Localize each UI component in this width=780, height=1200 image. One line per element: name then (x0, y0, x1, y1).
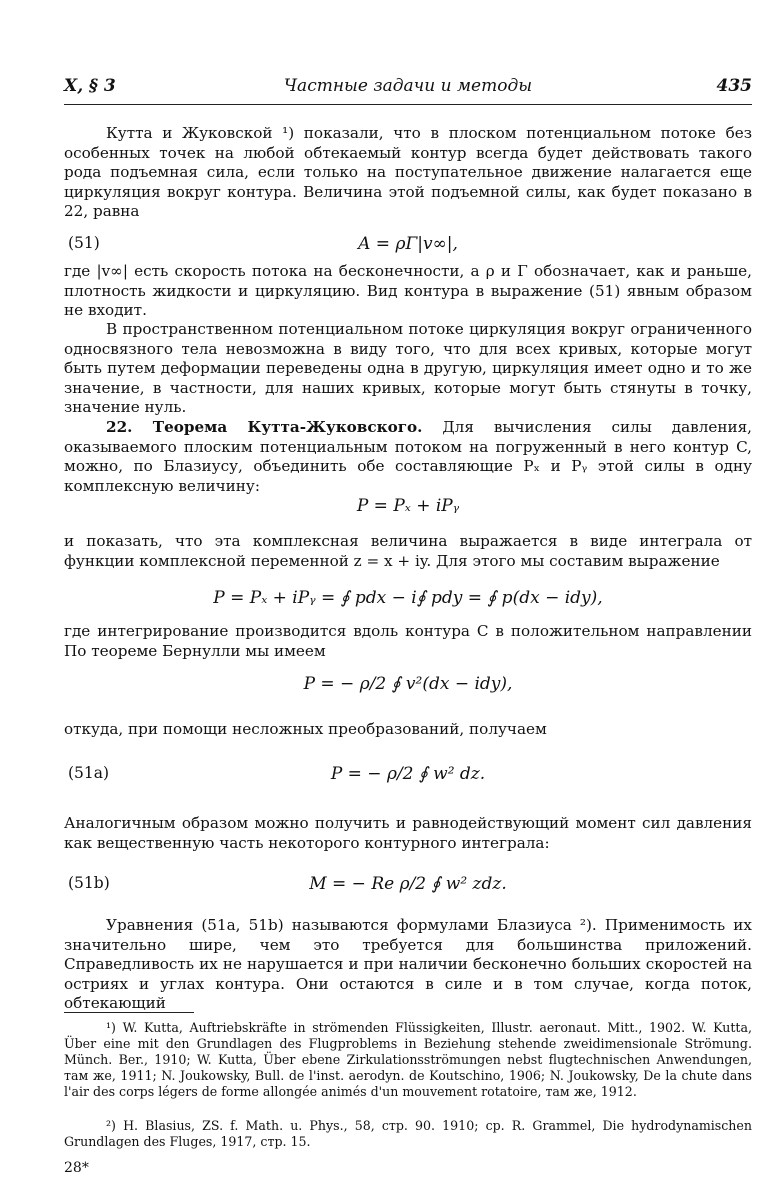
equation-number: (51a) (68, 764, 110, 782)
section-label: X, § 3 (64, 76, 116, 96)
paragraph-text: где |v∞| есть скорость потока на бесконечности, а ρ и Γ обозначает, как и раньше, плотность жидкости и циркуляцию. Вид контура в выражение (51) явным образом не входит. (64, 262, 752, 320)
page-number: 435 (716, 76, 752, 96)
equation: P = − ρ/2 ∮ v²(dx − idy), (303, 674, 513, 694)
equation: M = − Re ρ/2 ∮ w² zdz. (309, 874, 507, 894)
equation: P = Pₓ + iPᵧ = ∮ pdx − i∮ pdy = ∮ p(dx − idy), (213, 588, 603, 608)
paragraph-text: В пространственном потенциальном потоке циркуляция вокруг ограниченного односвязного тела невозможна в виду того, что для всех кривых, которые могут быть путем деформации переведены одна в другую, циркуляция имеет одно и то же значение, в частности, для наших кривых, которые могут быть стянуты в точку, значение нуль. (64, 320, 752, 417)
paragraph-6 (64, 622, 752, 661)
paragraph-7 (64, 720, 752, 740)
paragraph-text: Аналогичным образом можно получить и равнодействующий момент сил давления как вещественную часть некоторого контурного интеграла: (64, 814, 752, 852)
paragraph-text: откуда, при помощи несложных преобразований, получаем (64, 720, 547, 738)
footnote-1 (64, 1020, 752, 1100)
chapter-title: Частные задачи и методы (283, 76, 533, 96)
paragraph-text: Уравнения (51a, 51b) называются формулами Блазиуса ²). Применимость их значительно шире, чем это требуется для большинства приложений. Справедливость их не нарушается и при наличии бесконечно больших скоростей на остриях и углах контура. Они остаются в силе и в том случае, когда поток, обтекающий (64, 916, 752, 1013)
equation-number: (51) (68, 234, 100, 252)
header-rule (64, 104, 752, 105)
section-heading: 22. Теорема Кутта-Жуковского. (106, 418, 423, 436)
paragraph-text: Кутта и Жуковской ¹) показали, что в плоском потенциальном потоке без особенных точек на любой обтекаемый контур всегда будет действовать такого рода подъемная сила, если только на поступательное движение налагается еще циркуляция вокруг контура. Величина этой подъемной силы, как будет показано в 22, равна (64, 124, 752, 221)
paragraph-5 (64, 532, 752, 571)
paragraph-1 (64, 124, 752, 222)
equation: P = − ρ/2 ∮ w² dz. (330, 764, 486, 784)
footnote-text: ¹) W. Kutta, Auftriebskräfte in strömenden Flüssigkeiten, Illustr. aeronaut. Mitt., 1902. W. Kutta, Über eine mit den Grundlagen des Flugproblems in Beziehung stehende zweidimensionale Strömung. Münch. Ber., 1910; W. Kutta, Über ebene Zirkulationsströmungen nebst flugtechnischen Anwendungen, там же, 1911; N. Joukowsky, Bull. de l'inst. aerodyn. de Koutschino, 1906; N. Joukowsky, De la chute dans l'air des corps légers de forme allongée animés d'un mouvement rotatoire, там же, 1912. (64, 1020, 752, 1099)
equation: A = ρΓ|v∞|, (358, 234, 458, 254)
equation: P = Pₓ + iPᵧ (356, 496, 460, 516)
footnote-2 (64, 1118, 752, 1150)
paragraph-text: и показать, что эта комплексная величина выражается в виде интеграла от функции комплексной переменной z = x + iy. Для этого мы составим выражение (64, 532, 752, 570)
paragraph-3 (64, 320, 752, 418)
paragraph-text: Для вычисления силы давления, оказываемого плоским потенциальным потоком на погруженный в него контур C, можно, по Блазиусу, объединить обе составляющие Pₓ и Pᵧ этой силы в одну комплексную величину: (64, 418, 752, 495)
footnote-text: ²) H. Blasius, ZS. f. Math. u. Phys., 58, стр. 90. 1910; ср. R. Grammel, Die hydrodynamischen Grundlagen des Fluges, 1917, стр. 15. (64, 1118, 752, 1149)
paragraph-4 (64, 418, 752, 496)
running-header (64, 76, 752, 100)
paragraph-text: где интегрирование производится вдоль контура C в положительном направлении По теореме Бернулли мы имеем (64, 622, 752, 660)
footnote-rule (64, 1012, 194, 1013)
paragraph-2 (64, 262, 752, 321)
paragraph-9 (64, 916, 752, 1014)
paragraph-8 (64, 814, 752, 853)
equation-number: (51b) (68, 874, 110, 892)
signature-mark: 28* (64, 1160, 89, 1176)
book-page (64, 0, 752, 1200)
